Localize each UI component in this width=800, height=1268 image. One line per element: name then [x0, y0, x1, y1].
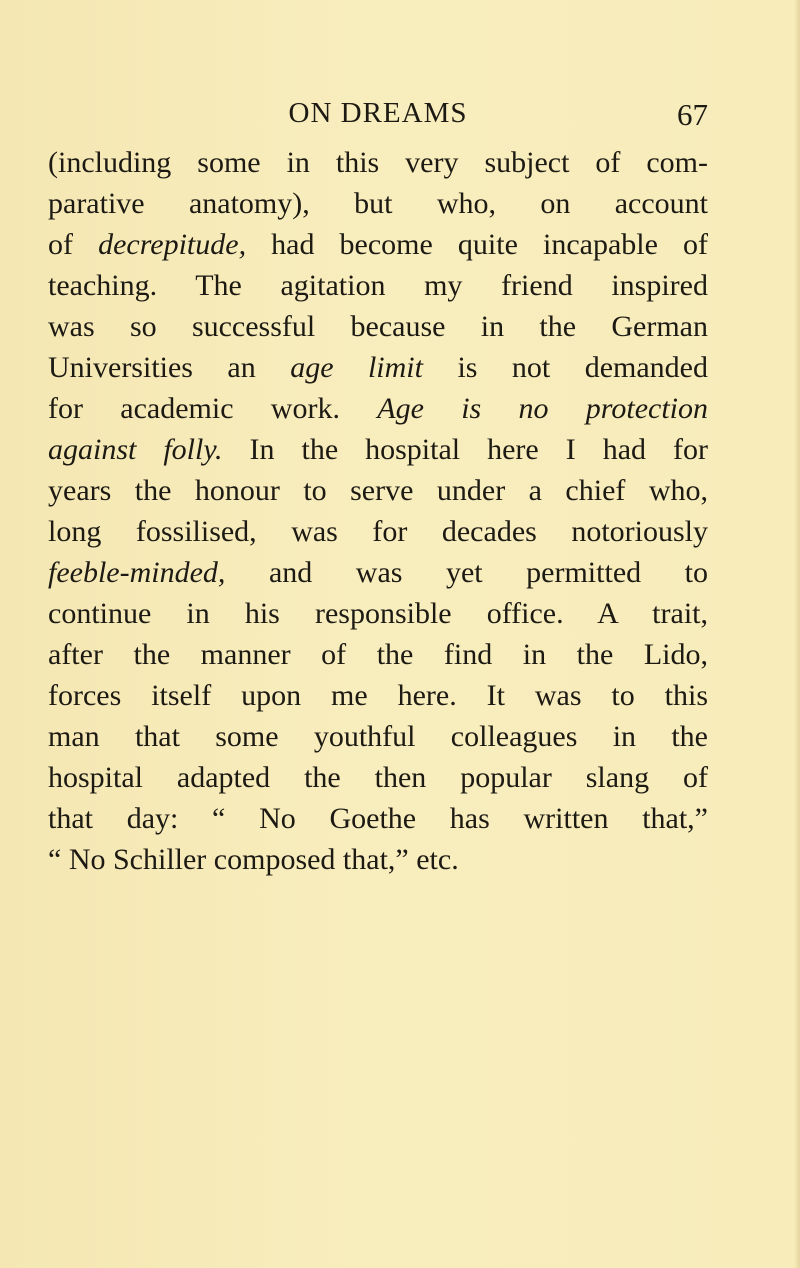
- text-line: [48, 716, 708, 757]
- text-line: [48, 306, 708, 347]
- italic-text: feeble-minded,: [48, 556, 226, 589]
- text-run: Universities an: [48, 351, 291, 384]
- text-run: of: [48, 228, 99, 261]
- text-run: was so successful because in the German: [48, 310, 708, 343]
- text-run: long fossilised, was for decades notoriously: [48, 515, 708, 548]
- italic-text: Age is no protection: [377, 392, 708, 425]
- text-line: [48, 347, 708, 388]
- text-line: [48, 757, 708, 798]
- text-run: had become quite incapable of: [246, 228, 708, 261]
- text-run: that day: “ No Goethe has written that,”: [48, 802, 708, 835]
- text-run: after the manner of the find in the Lido,: [48, 638, 708, 671]
- page-edge-shadow: [794, 0, 800, 1268]
- italic-text: age limit: [290, 351, 423, 384]
- text-run: In the hospital here I had for: [222, 433, 709, 466]
- text-run: teaching. The agitation my friend inspired: [48, 269, 708, 302]
- text-line: [48, 511, 708, 552]
- text-run: man that some youthful colleagues in the: [48, 720, 708, 753]
- text-line: [48, 634, 708, 675]
- text-line: [48, 142, 708, 183]
- text-line: [48, 593, 708, 634]
- text-run: years the honour to serve under a chief who,: [48, 474, 708, 507]
- running-head: [48, 97, 708, 137]
- body-text: [48, 142, 708, 880]
- text-line: [48, 552, 708, 593]
- italic-text: decrepitude,: [98, 228, 247, 261]
- text-run: parative anatomy), but who, on account: [48, 187, 708, 220]
- running-title: ON DREAMS: [288, 97, 468, 129]
- text-run: and was yet permitted to: [225, 556, 708, 589]
- text-line: [48, 429, 708, 470]
- italic-text: against folly.: [48, 433, 223, 466]
- text-line: [48, 470, 708, 511]
- page-number: 67: [677, 97, 708, 132]
- text-line: [48, 798, 708, 839]
- text-run: hospital adapted the then popular slang of: [48, 761, 708, 794]
- text-line: [48, 224, 708, 265]
- text-line: [48, 839, 708, 880]
- text-run: is not demanded: [422, 351, 708, 384]
- text-run: forces itself upon me here. It was to this: [48, 679, 708, 712]
- text-line: [48, 388, 708, 429]
- text-line: [48, 183, 708, 224]
- text-line: [48, 675, 708, 716]
- text-run: “ No Schiller composed that,” etc.: [48, 843, 459, 876]
- text-line: [48, 265, 708, 306]
- text-run: for academic work.: [48, 392, 378, 425]
- text-run: continue in his responsible office. A trait,: [48, 597, 708, 630]
- text-run: (including some in this very subject of com-: [48, 146, 708, 179]
